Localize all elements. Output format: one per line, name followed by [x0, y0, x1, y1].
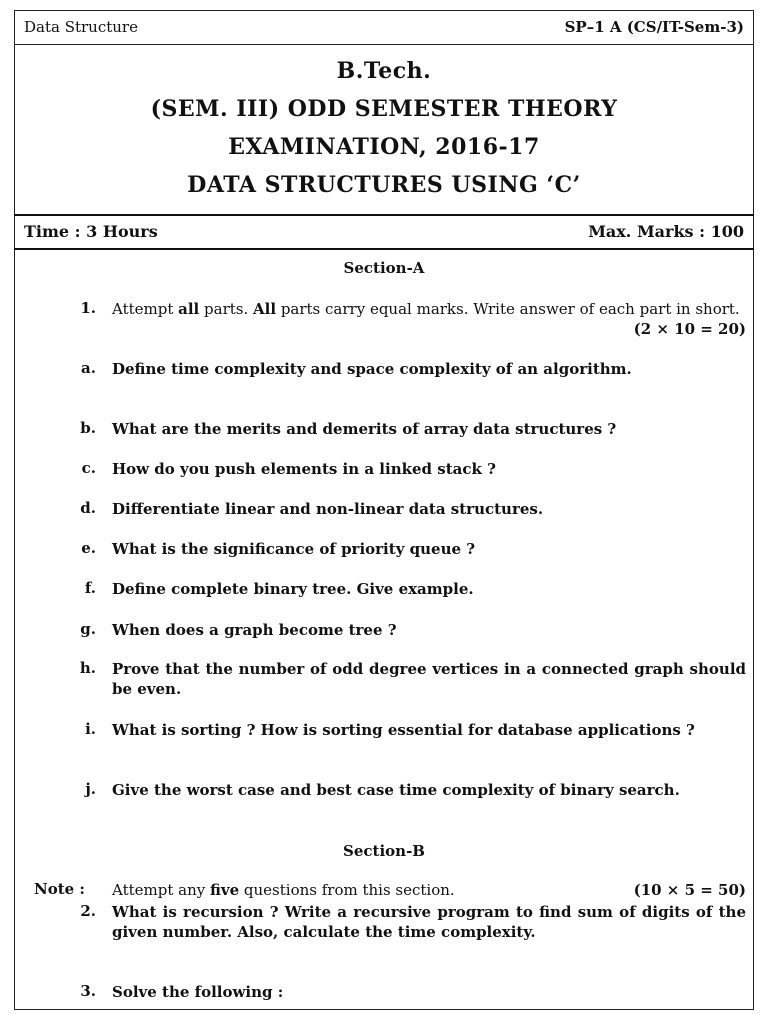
question-text: Differentiate linear and non-linear data structures.	[112, 500, 544, 518]
note-text: Attempt any five questions from this section. (10 × 5 = 50)	[112, 881, 746, 899]
question-text: What is the significance of priority queue ?	[112, 540, 476, 558]
question-label: f.	[84, 579, 96, 597]
header-code: SP–1 A (CS/IT-Sem-3)	[564, 18, 744, 36]
section-a-heading: Section-A	[343, 259, 425, 277]
question-label: c.	[81, 459, 96, 477]
title-rule-bottom	[14, 248, 754, 250]
title-rule-top	[14, 214, 754, 216]
question-label: g.	[80, 620, 96, 638]
note-marks: (10 × 5 = 50)	[633, 881, 746, 899]
header-rule	[14, 44, 754, 45]
instruction-marks: (2 × 10 = 20)	[633, 320, 746, 338]
question-text: Define complete binary tree. Give example.	[112, 580, 474, 598]
question-label: 3.	[80, 982, 96, 1000]
instruction-text: Attempt all parts. All parts carry equal marks. Write answer of each part in short. (2 × 10 = 20)	[112, 300, 746, 338]
note-label: Note :	[34, 880, 85, 898]
title-degree: B.Tech.	[336, 58, 432, 84]
question-text: What is recursion ? Write a recursive program to find sum of digits of the given number. Also, calculate the time complexity.	[112, 903, 746, 941]
title-semester: (SEM. III) ODD SEMESTER THEORY	[150, 96, 618, 122]
question-text: Define time complexity and space complexity of an algorithm.	[112, 360, 632, 378]
section-b-heading: Section-B	[343, 842, 425, 860]
question-label: d.	[80, 499, 96, 517]
title-exam: EXAMINATION, 2016-17	[228, 134, 540, 160]
exam-max-marks: Max. Marks : 100	[588, 222, 744, 241]
question-label: b.	[80, 419, 96, 437]
question-text: What are the merits and demerits of array data structures ?	[112, 420, 617, 438]
question-text: Prove that the number of odd degree vertices in a connected graph should be even.	[112, 660, 746, 698]
question-label: i.	[85, 720, 96, 738]
question-text: Give the worst case and best case time complexity of binary search.	[112, 781, 680, 799]
question-text: How do you push elements in a linked stack ?	[112, 460, 496, 478]
exam-time: Time : 3 Hours	[24, 222, 158, 241]
question-label: 2.	[80, 902, 96, 920]
question-label: a.	[81, 359, 96, 377]
question-text: What is sorting ? How is sorting essential for database applications ?	[112, 721, 695, 739]
question-label: j.	[85, 780, 96, 798]
question-text: When does a graph become tree ?	[112, 621, 397, 639]
title-subject: DATA STRUCTURES USING ‘C’	[187, 172, 581, 198]
header-subject: Data Structure	[24, 18, 138, 36]
instruction-number: 1.	[80, 299, 96, 317]
question-text: Solve the following :	[112, 983, 284, 1001]
question-label: h.	[79, 659, 96, 677]
question-label: e.	[81, 539, 96, 557]
